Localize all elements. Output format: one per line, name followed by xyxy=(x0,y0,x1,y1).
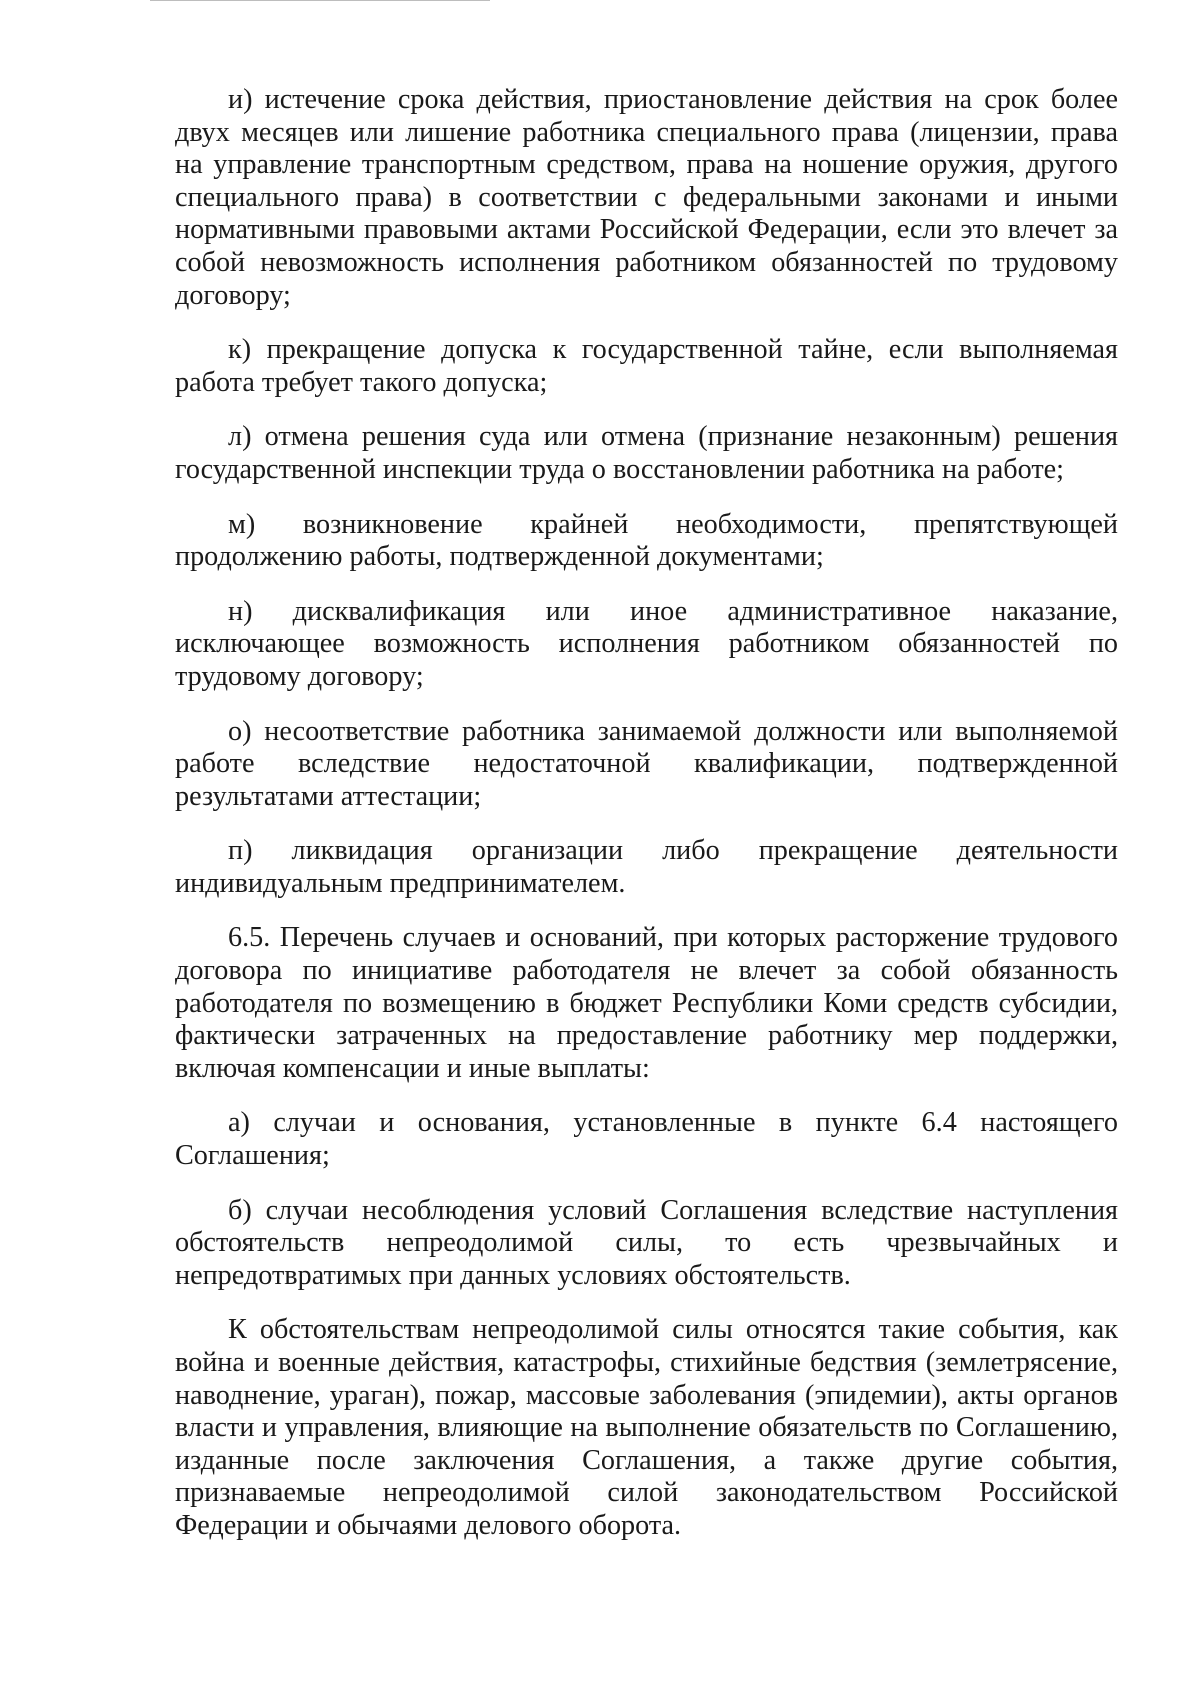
section-6-5-paragraph: 6.5. Перечень случаев и оснований, при которых расторжение трудового договора по инициативе работодателя не влечет за собой обязанность работодателя по возмещению в бюджет Республики Коми средств субсидии, фактически затраченных на предоставление работнику мер поддержки, включая компенсации и иные выплаты: xyxy=(175,922,1118,1084)
paragraph-l: л) отмена решения суда или отмена (признание незаконным) решения государственной инспекции труда о восстановлении работника на работе; xyxy=(175,421,1118,485)
paragraph-b: б) случаи несоблюдения условий Соглашения вследствие наступления обстоятельств непреодолимой силы, то есть чрезвычайных и непредотвратимых при данных условиях обстоятельств. xyxy=(175,1194,1118,1291)
paragraph-o: о) несоответствие работника занимаемой должности или выполняемой работе вследствие недостаточной квалификации, подтвержденной результатами аттестации; xyxy=(175,715,1118,812)
paragraph-a: а) случаи и основания, установленные в пункте 6.4 настоящего Соглашения; xyxy=(175,1107,1118,1172)
document-page xyxy=(175,84,1118,1565)
force-majeure-paragraph: К обстоятельствам непреодолимой силы относятся такие события, как война и военные действия, катастрофы, стихийные бедствия (землетрясение, наводнение, ураган), пожар, массовые заболевания (эпидемии), акты органов власти и управления, влияющие на выполнение обязательств по Соглашению, изданные после заключения Соглашения, а также другие события, признаваемые непреодолимой силой законодательством Российской Федерации и обычаями делового оборота. xyxy=(175,1314,1118,1541)
paragraph-n: н) дисквалификация или иное административное наказание, исключающее возможность исполнения работником обязанностей по трудовому договору; xyxy=(175,595,1118,692)
scan-edge-line xyxy=(150,0,490,1)
paragraph-p: п) ликвидация организации либо прекращение деятельности индивидуальным предпринимателем. xyxy=(175,835,1118,899)
paragraph-m: м) возникновение крайней необходимости, препятствующей продолжению работы, подтвержденной документами; xyxy=(175,508,1118,573)
paragraph-i: и) истечение срока действия, приостановление действия на срок более двух месяцев или лишение работника специального права (лицензии, права на управление транспортным средством, права на ношение оружия, другого специального права) в соответствии с федеральными законами и иными нормативными правовыми актами Российской Федерации, если это влечет за собой невозможность исполнения работником обязанностей по трудовому договору; xyxy=(175,84,1118,311)
paragraph-k: к) прекращение допуска к государственной тайне, если выполняемая работа требует такого допуска; xyxy=(175,334,1118,398)
